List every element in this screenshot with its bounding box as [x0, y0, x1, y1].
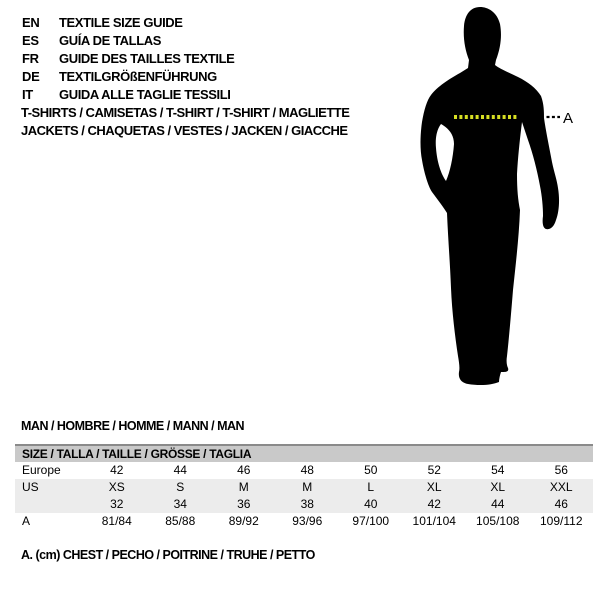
- language-row-es: [22, 31, 234, 49]
- size-cell: 44: [173, 463, 187, 477]
- size-cell: 89/92: [228, 514, 259, 528]
- row-label: US: [22, 480, 39, 494]
- size-cell: 46: [554, 497, 568, 511]
- size-cell: XL: [426, 480, 442, 494]
- category-tshirts: T-SHIRTS / CAMISETAS / T-SHIRT / T-SHIRT / MAGLIETTE: [21, 105, 350, 120]
- size-cell: M: [238, 480, 249, 494]
- language-code: ES: [22, 32, 39, 48]
- size-cell: 36: [237, 497, 251, 511]
- size-cell: 101/104: [412, 514, 456, 528]
- size-cell: 48: [300, 463, 314, 477]
- table-row-us-numeric: [15, 496, 593, 513]
- language-title: TEXTILGRÖßENFÜHRUNG: [59, 68, 217, 84]
- section-title: MAN / HOMBRE / HOMME / MANN / MAN: [21, 419, 245, 433]
- language-list: [22, 13, 234, 103]
- size-cell: 34: [173, 497, 187, 511]
- man-silhouette: [421, 7, 560, 385]
- size-cell: M: [302, 480, 313, 494]
- table-row-chest-cm: [15, 513, 593, 530]
- size-cell: 105/108: [476, 514, 520, 528]
- measurement-label-a: A: [563, 110, 574, 127]
- language-row-de: [22, 67, 234, 85]
- language-row-it: [22, 85, 234, 103]
- man-silhouette-figure: [400, 0, 600, 400]
- size-cell: XL: [490, 480, 506, 494]
- size-table-header: SIZE / TALLA / TAILLE / GRÖSSE / TAGLIA: [15, 446, 593, 462]
- size-cell: 38: [300, 497, 314, 511]
- row-label: Europe: [22, 463, 61, 477]
- size-cell: XXL: [549, 480, 573, 494]
- language-code: EN: [22, 14, 40, 30]
- size-cell: L: [367, 480, 375, 494]
- size-cell: 56: [554, 463, 568, 477]
- language-code: FR: [22, 50, 39, 66]
- garment-categories: [21, 104, 349, 140]
- language-code: IT: [22, 86, 33, 102]
- table-row-europe: [15, 462, 593, 479]
- language-code: DE: [22, 68, 40, 84]
- language-title: GUIDE DES TAILLES TEXTILE: [59, 50, 235, 66]
- size-cell: 44: [491, 497, 505, 511]
- language-title: TEXTILE SIZE GUIDE: [59, 14, 183, 30]
- size-cell: 32: [110, 497, 124, 511]
- size-cell: 42: [427, 497, 441, 511]
- size-table: [15, 444, 593, 530]
- size-cell: 50: [364, 463, 378, 477]
- table-row-us: [15, 479, 593, 496]
- language-title: GUÍA DE TALLAS: [59, 32, 162, 48]
- language-row-en: [22, 13, 234, 31]
- language-title: GUIDA ALLE TAGLIE TESSILI: [59, 86, 231, 102]
- measurement-legend: A. (cm) CHEST / PECHO / POITRINE / TRUHE / PETTO: [21, 548, 315, 562]
- row-label: A: [22, 514, 31, 528]
- size-cell: 46: [237, 463, 251, 477]
- size-cell: XS: [108, 480, 125, 494]
- language-row-fr: [22, 49, 234, 67]
- category-jackets: JACKETS / CHAQUETAS / VESTES / JACKEN / GIACCHE: [21, 123, 348, 138]
- size-cell: 93/96: [292, 514, 323, 528]
- row-label: [15, 496, 85, 513]
- size-cell: S: [176, 480, 185, 494]
- size-cell: 42: [110, 463, 124, 477]
- size-cell: 97/100: [352, 514, 390, 528]
- size-cell: 85/88: [165, 514, 196, 528]
- size-cell: 40: [364, 497, 378, 511]
- size-cell: 52: [427, 463, 441, 477]
- size-cell: 109/112: [540, 514, 583, 528]
- size-cell: 81/84: [101, 514, 132, 528]
- size-cell: 54: [491, 463, 505, 477]
